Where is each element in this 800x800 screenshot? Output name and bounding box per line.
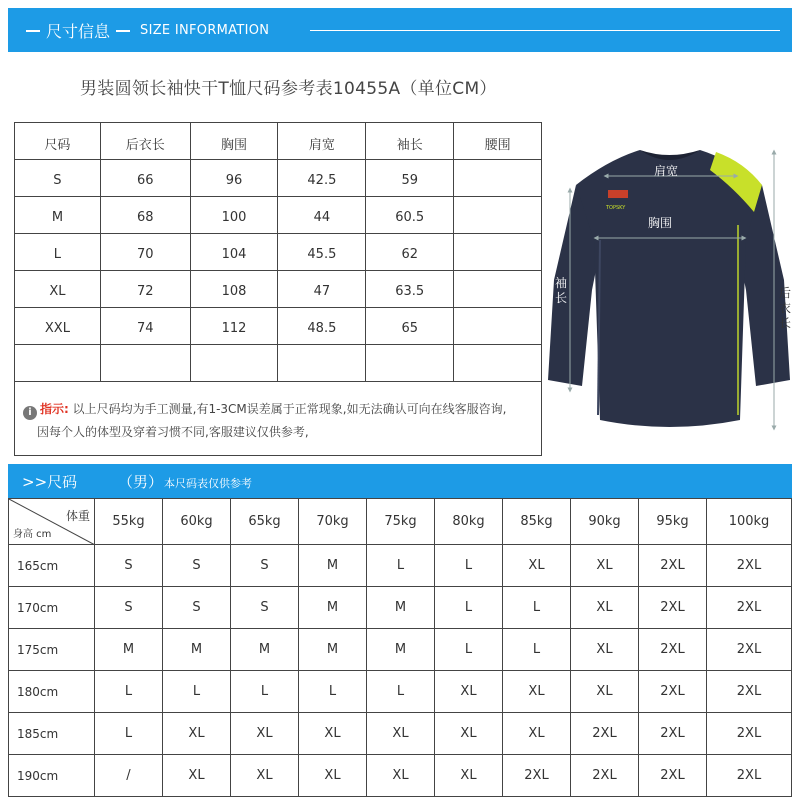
brand-logo: TOPSKY xyxy=(606,205,626,211)
size-recommendation-cell: M xyxy=(299,629,367,671)
height-cell: 185cm xyxy=(9,713,95,755)
corner-height-label: 身高 cm xyxy=(13,529,52,540)
size-recommendation-cell: M xyxy=(231,629,299,671)
size-recommendation-cell: 2XL xyxy=(707,671,792,713)
size-table-cell: 100 xyxy=(190,197,278,234)
size-recommendation-cell: S xyxy=(231,587,299,629)
size-recommendation-cell: 2XL xyxy=(707,713,792,755)
size-table-cell xyxy=(100,345,190,382)
size-table-cell xyxy=(190,345,278,382)
size-measurement-table xyxy=(14,122,542,382)
size-recommendation-cell: XL xyxy=(571,629,639,671)
chest-label: 胸围 xyxy=(648,216,673,230)
size-table-cell: 112 xyxy=(190,308,278,345)
size-recommendation-cell: L xyxy=(367,545,435,587)
size-table-cell: 74 xyxy=(100,308,190,345)
size-recommendation-cell: XL xyxy=(231,755,299,797)
banner-title-en: SIZE INFORMATION xyxy=(140,23,270,38)
size-recommendation-cell: L xyxy=(503,587,571,629)
size-recommendation-cell: M xyxy=(367,629,435,671)
size-recommendation-cell: XL xyxy=(435,755,503,797)
size-table-cell: 48.5 xyxy=(278,308,366,345)
size-table-cell: 68 xyxy=(100,197,190,234)
size-recommendation-cell: XL xyxy=(163,713,231,755)
size-guide-bar xyxy=(8,464,792,498)
size-table-cell: XL xyxy=(15,271,101,308)
size-recommendation-cell: 2XL xyxy=(707,755,792,797)
size-recommendation-cell: L xyxy=(435,587,503,629)
size-recommendation-cell: S xyxy=(163,587,231,629)
size-recommendation-cell: 2XL xyxy=(639,587,707,629)
size-recommendation-cell: XL xyxy=(367,755,435,797)
size-recommendation-cell: 2XL xyxy=(707,587,792,629)
size-info-banner xyxy=(8,8,792,52)
size-recommendation-cell: 2XL xyxy=(639,545,707,587)
size-table-cell: S xyxy=(15,160,101,197)
size-table-cell: 70 xyxy=(100,234,190,271)
height-cell: 190cm xyxy=(9,755,95,797)
size-table-row xyxy=(15,345,542,382)
table-row xyxy=(9,545,792,587)
size-table-cell xyxy=(454,160,542,197)
size-recommendation-cell: 2XL xyxy=(707,629,792,671)
size-table-header-cell: 胸围 xyxy=(190,123,278,160)
size-recommendation-cell: XL xyxy=(435,671,503,713)
size-table-header-cell: 袖长 xyxy=(366,123,454,160)
banner-title-cn: 尺寸信息 xyxy=(46,22,111,41)
size-recommendation-cell: L xyxy=(231,671,299,713)
size-table-cell: 45.5 xyxy=(278,234,366,271)
size-table-cell: 62 xyxy=(366,234,454,271)
size-table-header-cell: 尺码 xyxy=(15,123,101,160)
weight-header-cell: 100kg xyxy=(707,499,792,545)
weight-header-cell: 65kg xyxy=(231,499,299,545)
info-icon: i xyxy=(23,406,37,420)
height-cell: 175cm xyxy=(9,629,95,671)
size-recommendation-cell: M xyxy=(299,587,367,629)
sleeve-label: 袖长 xyxy=(554,276,567,305)
size-recommendation-cell: 2XL xyxy=(707,545,792,587)
size-recommendation-cell: XL xyxy=(299,713,367,755)
size-recommendation-cell: 2XL xyxy=(571,755,639,797)
weight-header-cell: 75kg xyxy=(367,499,435,545)
size-recommendation-cell: XL xyxy=(503,713,571,755)
size-recommendation-cell: S xyxy=(95,587,163,629)
size-table-cell: L xyxy=(15,234,101,271)
size-recommendation-cell: 2XL xyxy=(503,755,571,797)
size-recommendation-cell: XL xyxy=(503,545,571,587)
size-recommendation-cell: M xyxy=(299,545,367,587)
size-table-row xyxy=(15,197,542,234)
size-recommendation-cell: XL xyxy=(299,755,367,797)
size-table-cell: 63.5 xyxy=(366,271,454,308)
height-cell: 165cm xyxy=(9,545,95,587)
size-recommendation-cell: 2XL xyxy=(639,671,707,713)
weight-height-size-table xyxy=(8,498,792,797)
size-recommendation-cell: XL xyxy=(435,713,503,755)
size-recommendation-cell: L xyxy=(435,629,503,671)
size-table-cell: 72 xyxy=(100,271,190,308)
size-table-cell: XXL xyxy=(15,308,101,345)
note-text-1: 以上尺码均为手工测量,有1-3CM误差属于正常现象,如无法确认可向在线客服咨询, xyxy=(72,402,507,416)
size-table-cell xyxy=(454,345,542,382)
height-cell: 180cm xyxy=(9,671,95,713)
size-table-header-cell: 腰围 xyxy=(454,123,542,160)
size-recommendation-cell: M xyxy=(367,587,435,629)
size-table-cell: 42.5 xyxy=(278,160,366,197)
size-table-cell xyxy=(366,345,454,382)
size-recommendation-cell: L xyxy=(95,713,163,755)
size-table-cell xyxy=(15,345,101,382)
size-guide-gender: （男） xyxy=(118,473,164,491)
size-recommendation-cell: M xyxy=(95,629,163,671)
size-table-cell xyxy=(454,308,542,345)
size-recommendation-cell: XL xyxy=(503,671,571,713)
size-recommendation-cell: 2XL xyxy=(639,755,707,797)
note-line-1 xyxy=(23,398,541,421)
size-recommendation-cell: XL xyxy=(367,713,435,755)
table-header-row xyxy=(9,499,792,545)
size-table-header xyxy=(15,123,542,160)
table-row xyxy=(9,713,792,755)
weight-header-cell: 85kg xyxy=(503,499,571,545)
size-table-header-cell: 肩宽 xyxy=(278,123,366,160)
shirt-diagram xyxy=(548,130,792,450)
weight-header-cell: 70kg xyxy=(299,499,367,545)
table-row xyxy=(9,755,792,797)
size-table-cell xyxy=(278,345,366,382)
size-recommendation-cell: L xyxy=(95,671,163,713)
size-table-cell xyxy=(454,234,542,271)
size-recommendation-cell: XL xyxy=(231,713,299,755)
size-recommendation-cell: 2XL xyxy=(571,713,639,755)
size-table-cell xyxy=(454,197,542,234)
size-table-header-cell: 后衣长 xyxy=(100,123,190,160)
weight-header-cell: 95kg xyxy=(639,499,707,545)
weight-header-cell: 60kg xyxy=(163,499,231,545)
size-recommendation-cell: / xyxy=(95,755,163,797)
size-recommendation-cell: L xyxy=(435,545,503,587)
size-recommendation-cell: S xyxy=(95,545,163,587)
height-cell: 170cm xyxy=(9,587,95,629)
size-table-row xyxy=(15,271,542,308)
size-table-cell: 96 xyxy=(190,160,278,197)
shoulder-label: 肩宽 xyxy=(654,164,679,178)
measurement-note xyxy=(14,382,542,456)
table-row xyxy=(9,587,792,629)
banner-dash-right xyxy=(116,30,130,32)
size-table-cell: 44 xyxy=(278,197,366,234)
size-table-cell: 65 xyxy=(366,308,454,345)
size-recommendation-cell: M xyxy=(163,629,231,671)
size-table-row xyxy=(15,234,542,271)
size-recommendation-cell: 2XL xyxy=(639,713,707,755)
size-recommendation-cell: L xyxy=(163,671,231,713)
size-recommendation-cell: L xyxy=(299,671,367,713)
size-table-cell: 104 xyxy=(190,234,278,271)
size-recommendation-cell: 2XL xyxy=(639,629,707,671)
size-table-cell xyxy=(454,271,542,308)
size-recommendation-cell: L xyxy=(503,629,571,671)
table-row xyxy=(9,629,792,671)
size-table-cell: 47 xyxy=(278,271,366,308)
banner-title xyxy=(20,19,269,42)
size-table-cell: M xyxy=(15,197,101,234)
weight-header-cell: 55kg xyxy=(95,499,163,545)
table-corner-cell xyxy=(9,499,95,545)
weight-header-cell: 80kg xyxy=(435,499,503,545)
size-table-cell: 66 xyxy=(100,160,190,197)
back-length-label: 后衣长 xyxy=(778,286,791,330)
size-recommendation-cell: XL xyxy=(571,587,639,629)
size-guide-note: 本尺码表仅供参考 xyxy=(164,477,252,490)
size-recommendation-cell: XL xyxy=(571,671,639,713)
size-guide-prefix: >>尺码 xyxy=(22,473,78,491)
size-table-cell: 59 xyxy=(366,160,454,197)
banner-divider-line xyxy=(310,30,780,31)
banner-dash-left xyxy=(26,30,40,32)
size-recommendation-cell: S xyxy=(231,545,299,587)
size-recommendation-cell: L xyxy=(367,671,435,713)
size-table-cell: 108 xyxy=(190,271,278,308)
note-line-2: 因每个人的体型及穿着习惯不同,客服建议仅供参考, xyxy=(37,425,309,439)
size-recommendation-cell: XL xyxy=(163,755,231,797)
size-chart-subtitle: 男装圆领长袖快干T恤尺码参考表10455A（单位CM） xyxy=(80,79,497,99)
size-table-cell: 60.5 xyxy=(366,197,454,234)
note-lead: 指示: xyxy=(40,402,69,416)
size-table-row xyxy=(15,308,542,345)
corner-weight-label: 体重 xyxy=(65,509,90,523)
weight-header-cell: 90kg xyxy=(571,499,639,545)
size-recommendation-cell: XL xyxy=(571,545,639,587)
size-recommendation-cell: S xyxy=(163,545,231,587)
size-table-row xyxy=(15,160,542,197)
table-row xyxy=(9,671,792,713)
